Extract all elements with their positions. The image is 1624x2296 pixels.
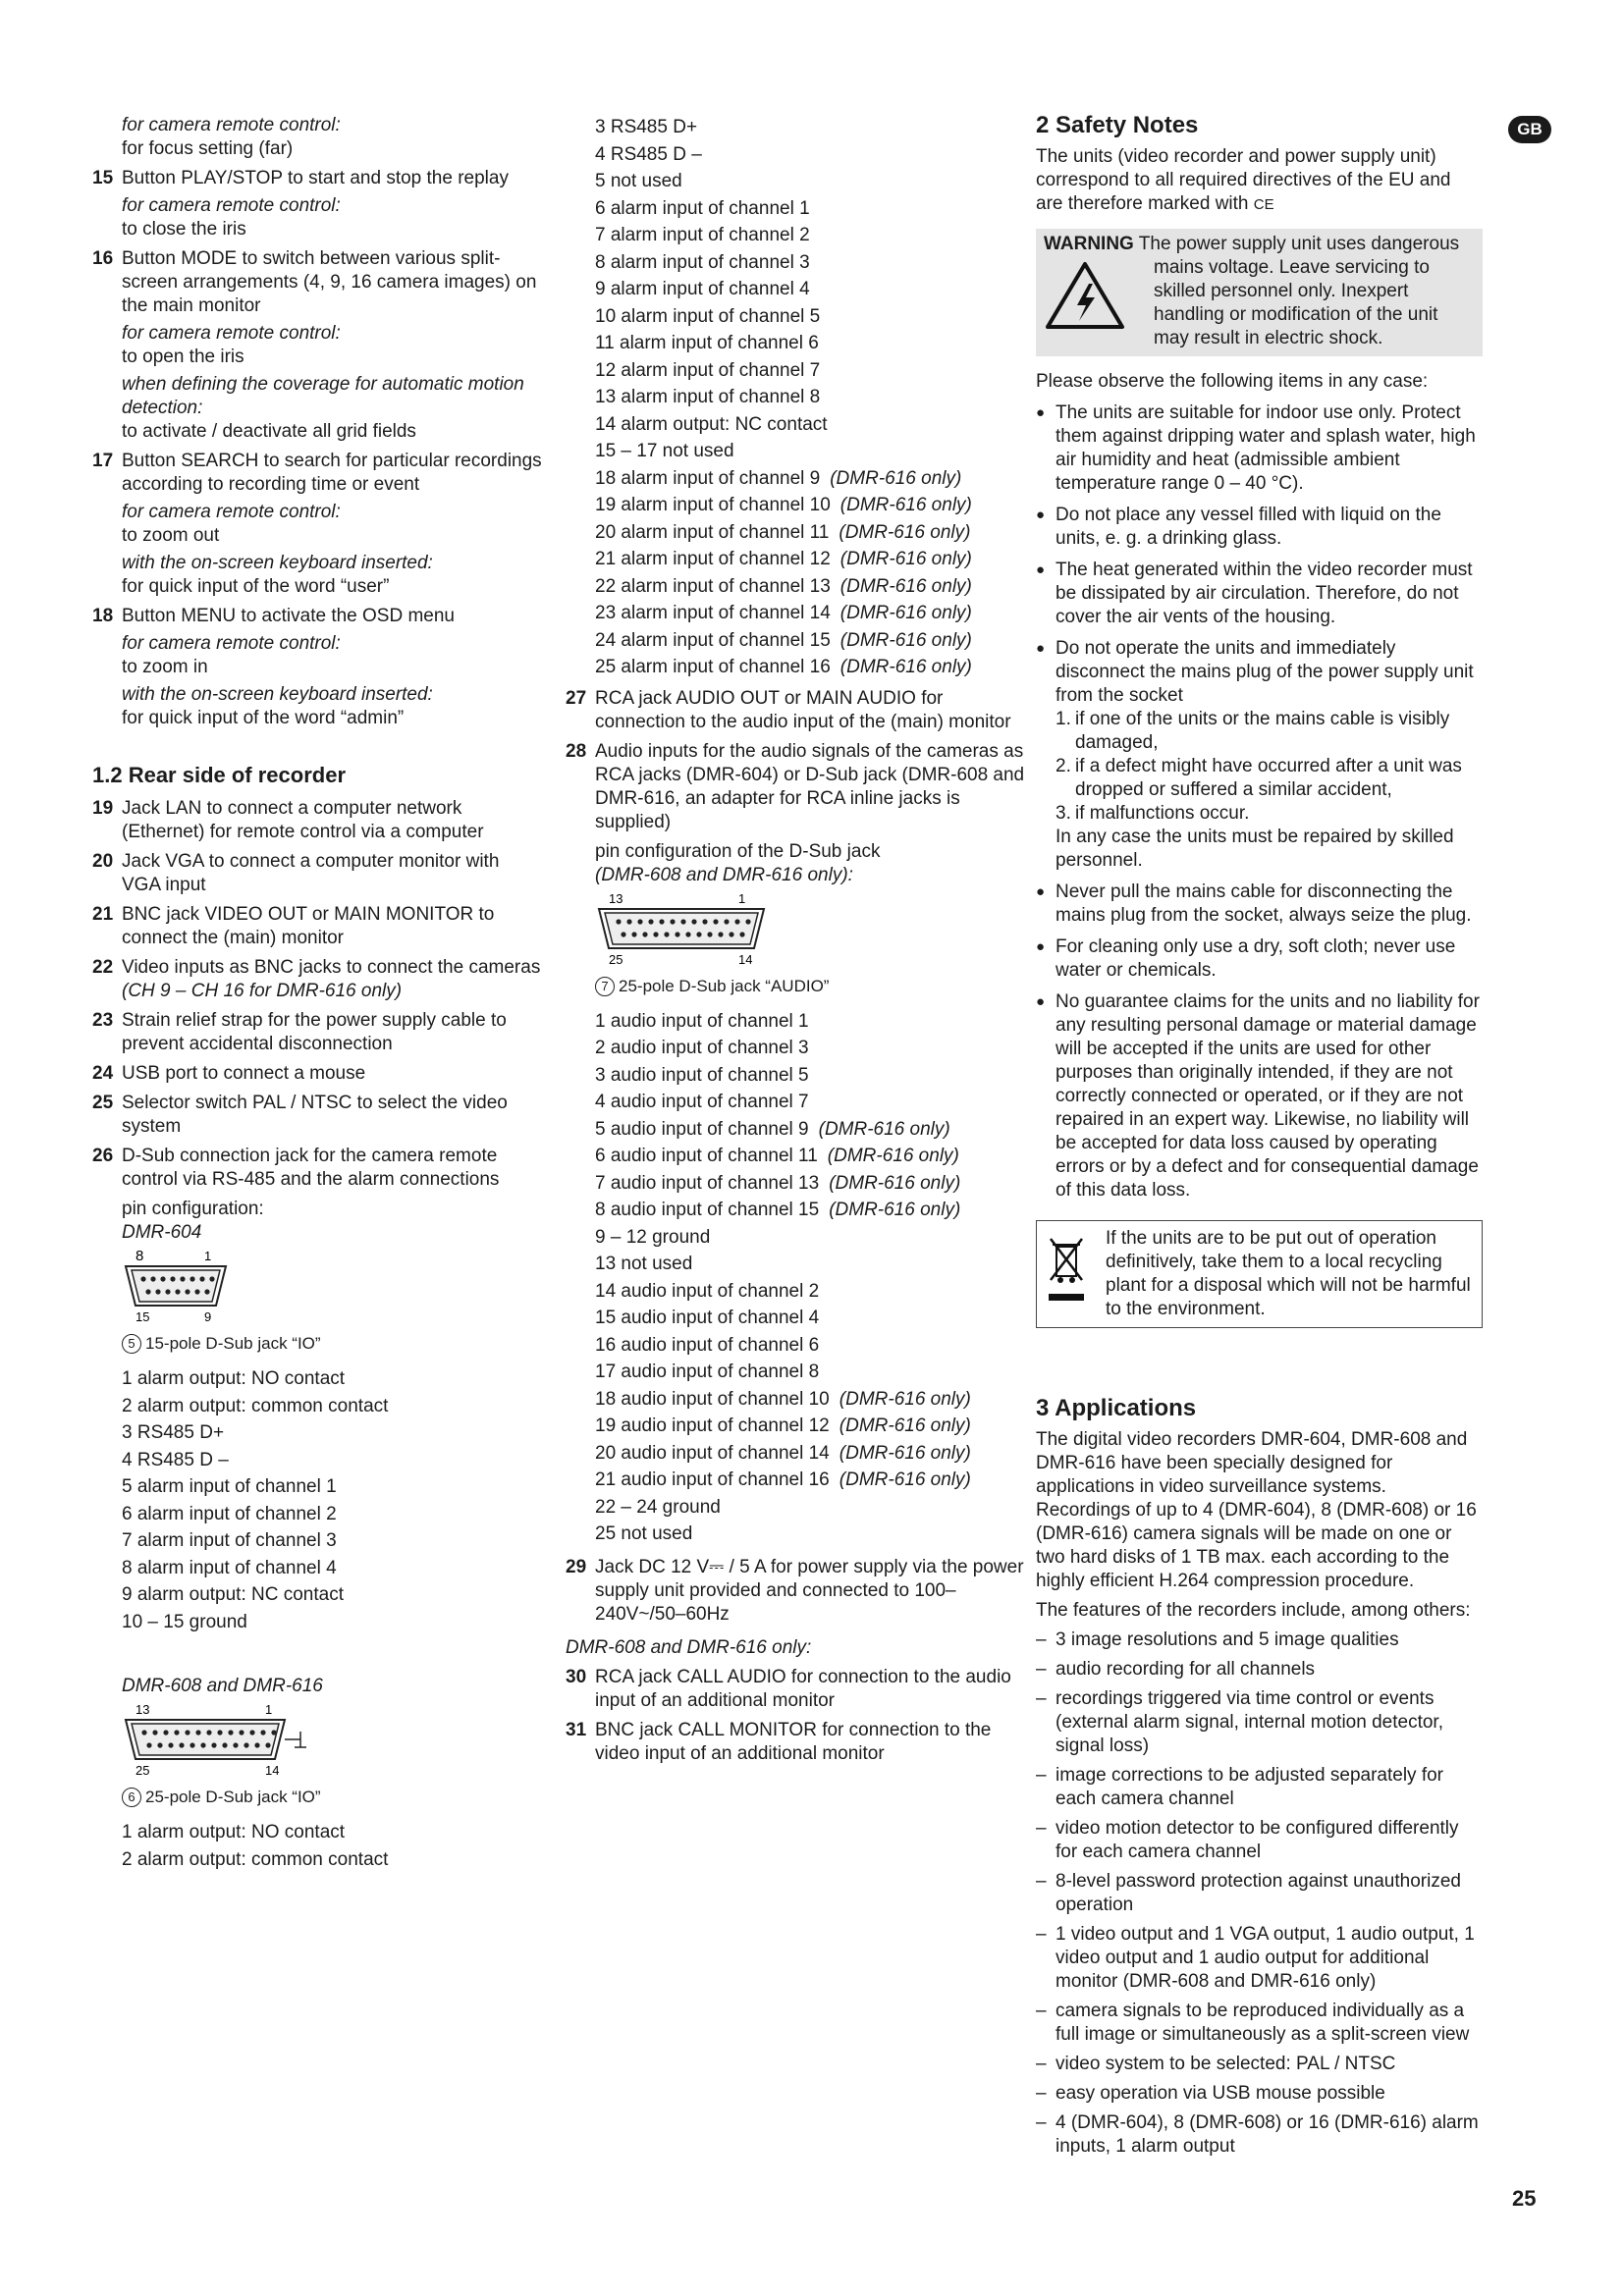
feature-item: – 8-level password protection against unauthorized operation bbox=[1036, 1870, 1483, 1917]
dmr608-label: DMR-608 and DMR-616 bbox=[122, 1676, 323, 1696]
pin-text: 19 alarm input of channel 10 bbox=[595, 495, 831, 515]
pin-row bbox=[595, 1035, 1027, 1062]
pin-row: 1 alarm output: NO contact bbox=[122, 1822, 346, 1842]
pin-text: 6 alarm input of channel 1 bbox=[595, 197, 810, 219]
item-note: (CH 9 – CH 16 for DMR-616 only) bbox=[122, 981, 403, 1001]
item-text: Jack DC 12 V⎓ / 5 A for power supply via the power supply unit provided and connected to 100–240V~/50–60Hz bbox=[595, 1556, 1024, 1625]
pin-row bbox=[595, 1494, 1027, 1522]
pin-text: 22 alarm input of channel 13 bbox=[595, 575, 831, 597]
pin-row bbox=[595, 384, 1027, 411]
pin-row bbox=[595, 1521, 1027, 1548]
list-item-20 bbox=[92, 850, 542, 897]
recycling-box bbox=[1036, 1220, 1483, 1328]
bullet-item: ● The units are suitable for indoor use only. Protect them against dripping water and splash water, high air humidity and heat (admissible ambient temperature range 0 – 40 °C). bbox=[1036, 401, 1483, 496]
pin-label-tl: 13 bbox=[609, 890, 623, 906]
item-number: 29 bbox=[566, 1556, 587, 1577]
connector-caption bbox=[122, 1786, 542, 1809]
pin-note: (DMR-616 only) bbox=[839, 1415, 971, 1436]
pin-text: 5 not used bbox=[595, 171, 682, 191]
pin-row bbox=[595, 1278, 1027, 1306]
numbered-item bbox=[1056, 802, 1483, 826]
item-text: Button MENU to activate the OSD menu bbox=[122, 606, 455, 626]
dsub-15-connector bbox=[122, 1249, 542, 1332]
pin-text: 3 audio input of channel 5 bbox=[595, 1064, 809, 1086]
pin-row bbox=[595, 114, 1027, 141]
feature-item: – 1 video output and 1 VGA output, 1 audio output, 1 video output and 1 audio output for additional monitor (DMR-608 and DMR-616 only) bbox=[1036, 1923, 1483, 1994]
pin-row bbox=[595, 330, 1027, 357]
pin-text: 13 not used bbox=[595, 1254, 693, 1274]
caption-text: 15-pole D-Sub jack “IO” bbox=[145, 1334, 321, 1353]
pin-row bbox=[595, 438, 1027, 465]
pin-row bbox=[595, 141, 1027, 169]
circled-number: 6 bbox=[122, 1788, 141, 1807]
bullet-item: ● For cleaning only use a dry, soft cloth; never use water or chemicals. bbox=[1036, 935, 1483, 983]
pin-row bbox=[595, 1008, 1027, 1036]
pin-note: (DMR-616 only) bbox=[839, 629, 972, 651]
item-number: 31 bbox=[566, 1719, 587, 1740]
item-text: RCA jack CALL AUDIO for connection to the audio input of an additional monitor bbox=[595, 1666, 1011, 1711]
crossed-bin-icon bbox=[1047, 1235, 1086, 1308]
subnote-text: to zoom in bbox=[122, 657, 208, 677]
pin-text: 13 alarm input of channel 8 bbox=[595, 387, 821, 407]
numbered-marker: 1. bbox=[1056, 709, 1071, 729]
item-number: 19 bbox=[92, 798, 114, 819]
subnote-text: to activate / deactivate all grid fields bbox=[122, 421, 416, 442]
rear-items-list bbox=[92, 797, 542, 1192]
pin-row: 5 alarm input of channel 1 bbox=[122, 1476, 337, 1497]
pin-text: 22 – 24 ground bbox=[595, 1496, 721, 1518]
pin-label-br: 14 bbox=[265, 1763, 280, 1778]
bullet-item: ● Never pull the mains cable for disconnecting the mains plug from the socket, always seize the plug. bbox=[1036, 881, 1483, 928]
pin-row bbox=[595, 492, 1027, 519]
list-item-22 bbox=[92, 956, 542, 1003]
safety-bullets bbox=[1036, 401, 1483, 708]
section-heading-rear: 1.2 Rear side of recorder bbox=[92, 763, 347, 787]
pin-text: 12 alarm input of channel 7 bbox=[595, 359, 821, 381]
pin-label-tr: 1 bbox=[738, 890, 746, 906]
pin-label-tl: 13 bbox=[135, 1702, 150, 1717]
warning-body: The power supply unit uses dangerous mains voltage. Leave servicing to skilled personnel only. Inexpert handling or modification of the unit may result in electric shock. bbox=[1138, 234, 1460, 348]
front-items-list bbox=[92, 167, 542, 730]
item-number: 21 bbox=[92, 904, 114, 925]
applications-heading: 3 Applications bbox=[1036, 1395, 1197, 1421]
pin-row bbox=[595, 627, 1027, 655]
pin-text: 25 not used bbox=[595, 1523, 693, 1544]
pin-text: 5 audio input of channel 9 bbox=[595, 1118, 809, 1140]
pin-text: 21 audio input of channel 16 bbox=[595, 1469, 830, 1490]
pin-row bbox=[595, 276, 1027, 303]
list-item-19 bbox=[92, 797, 542, 844]
pin-label-br: 9 bbox=[204, 1309, 212, 1324]
pin-row: 3 RS485 D+ bbox=[122, 1422, 225, 1443]
remote-control-label: for camera remote control: bbox=[122, 115, 341, 135]
recycling-text: If the units are to be put out of operation definitively, take them to a local recycling plant for a disposal which will not be harmful to the environment. bbox=[1106, 1228, 1471, 1319]
pin-row: 2 alarm output: common contact bbox=[122, 1395, 389, 1416]
item-number: 25 bbox=[92, 1093, 114, 1113]
list-item-26 bbox=[92, 1145, 542, 1192]
numbered-conditions bbox=[1036, 708, 1483, 826]
pin-text: 14 alarm output: NC contact bbox=[595, 413, 828, 435]
bullet-item: ● No guarantee claims for the units and no liability for any resulting personal damage or material damage will be accepted if the units are used for other purposes than originally intended, if they are not correctly connected or operated, or if they are not repaired in an expert way. Likewise, no liability will be accepted for data loss caused by operating errors or by a defect and for consequential damage of this data loss. bbox=[1036, 990, 1483, 1202]
pin-row bbox=[595, 411, 1027, 439]
item-text: RCA jack AUDIO OUT or MAIN AUDIO for connection to the audio input of the (main) monitor bbox=[595, 687, 1011, 732]
list-item-31 bbox=[566, 1719, 1027, 1766]
pin-text: 11 alarm input of channel 6 bbox=[595, 333, 819, 353]
subnote-text: for quick input of the word “admin” bbox=[122, 708, 405, 728]
list-item-28 bbox=[566, 740, 1027, 834]
pin-row bbox=[595, 519, 1027, 547]
pin-row: 8 alarm input of channel 4 bbox=[122, 1557, 337, 1578]
pin-row bbox=[595, 195, 1027, 223]
pin-row bbox=[595, 546, 1027, 573]
pin-label-bl: 15 bbox=[135, 1309, 150, 1324]
bullet-item: ● The heat generated within the video recorder must be dissipated by air circulation. Therefore, do not cover the air vents of the housing. bbox=[1036, 559, 1483, 629]
pin-note: (DMR-616 only) bbox=[839, 657, 972, 677]
pin-text: 18 audio input of channel 10 bbox=[595, 1388, 830, 1410]
pin-text: 20 alarm input of channel 11 bbox=[595, 521, 830, 543]
list-item-24 bbox=[92, 1062, 542, 1086]
pin-note: (DMR-616 only) bbox=[830, 467, 962, 489]
pin-row bbox=[595, 1359, 1027, 1386]
dsub-25-connector-icon bbox=[122, 1702, 308, 1779]
pin-row: 7 alarm input of channel 3 bbox=[122, 1530, 337, 1551]
pin-row bbox=[595, 1062, 1027, 1090]
pin-note: (DMR-616 only) bbox=[829, 1172, 961, 1194]
list-item-21 bbox=[92, 903, 542, 950]
pin-text: 7 alarm input of channel 2 bbox=[595, 225, 810, 245]
item-text: Jack LAN to connect a computer network (Ethernet) for remote control via a computer bbox=[122, 798, 484, 842]
pin-row bbox=[595, 1467, 1027, 1494]
feature-item: – image corrections to be adjusted separately for each camera channel bbox=[1036, 1764, 1483, 1811]
dsub-25-connector-io bbox=[122, 1702, 542, 1786]
pin-label-br: 14 bbox=[738, 951, 753, 967]
feature-item: – video system to be selected: PAL / NTSC bbox=[1036, 2053, 1483, 2076]
item-subnote bbox=[92, 194, 542, 241]
subnote-label: for camera remote control: bbox=[122, 195, 341, 216]
pin-row: 10 – 15 ground bbox=[122, 1611, 247, 1632]
numbered-marker: 3. bbox=[1056, 803, 1071, 824]
feature-item: – 4 (DMR-604), 8 (DMR-608) or 16 (DMR-616) alarm inputs, 1 alarm output bbox=[1036, 2111, 1483, 2159]
pin-label-tl: 8 bbox=[135, 1249, 144, 1264]
pin-row bbox=[595, 1332, 1027, 1360]
item-subnote bbox=[92, 632, 542, 679]
pin-row bbox=[595, 1305, 1027, 1332]
pin-row bbox=[595, 600, 1027, 627]
dsub-25-audio-icon bbox=[595, 891, 772, 968]
pin-text: 1 audio input of channel 1 bbox=[595, 1010, 809, 1032]
pin-row bbox=[595, 1413, 1027, 1440]
connector-caption bbox=[122, 1332, 542, 1356]
pin-note: (DMR-616 only) bbox=[839, 1469, 971, 1490]
column-2 bbox=[566, 114, 1027, 1766]
column-3 bbox=[1036, 114, 1483, 2159]
pin-note: (DMR-616 only) bbox=[839, 495, 972, 515]
item-subnote bbox=[92, 552, 542, 599]
dmr-only-label: DMR-608 and DMR-616 only: bbox=[566, 1636, 812, 1658]
pin-note: (DMR-616 only) bbox=[839, 549, 972, 569]
list-item-27 bbox=[566, 687, 1027, 734]
repair-note: In any case the units must be repaired by skilled personnel. bbox=[1056, 827, 1454, 871]
dsub-15-connector-icon bbox=[122, 1249, 230, 1325]
pin-text: 25 alarm input of channel 16 bbox=[595, 657, 831, 677]
list-item-25 bbox=[92, 1092, 542, 1139]
item-number: 15 bbox=[92, 168, 114, 188]
warning-box bbox=[1036, 229, 1483, 356]
feature-item: – recordings triggered via time control or events (external alarm signal, internal motion detector, signal loss) bbox=[1036, 1687, 1483, 1758]
pin-text: 8 alarm input of channel 3 bbox=[595, 251, 810, 273]
pin-row bbox=[595, 1089, 1027, 1116]
pin-text: 19 audio input of channel 12 bbox=[595, 1415, 830, 1436]
pin-row bbox=[595, 1116, 1027, 1144]
pin-row: 6 alarm input of channel 2 bbox=[122, 1503, 337, 1524]
pin-label-tr: 1 bbox=[204, 1249, 212, 1263]
circled-number: 7 bbox=[595, 977, 615, 996]
numbered-item bbox=[1056, 708, 1483, 755]
subnote-label: when defining the coverage for automatic motion detection: bbox=[122, 374, 524, 418]
pin-note: (DMR-616 only) bbox=[829, 1200, 961, 1220]
pin-text: 9 alarm input of channel 4 bbox=[595, 279, 810, 299]
pin-row bbox=[595, 1440, 1027, 1468]
pin-row bbox=[595, 222, 1027, 249]
pin-note: (DMR-616 only) bbox=[827, 1146, 959, 1166]
pin-label-bl: 25 bbox=[609, 951, 623, 967]
pin-row: 1 alarm output: NO contact bbox=[122, 1368, 346, 1389]
item-text: BNC jack VIDEO OUT or MAIN MONITOR to connect the (main) monitor bbox=[122, 904, 495, 948]
page-number: 25 bbox=[1512, 2186, 1537, 2211]
pin-row: 9 alarm output: NC contact bbox=[122, 1584, 344, 1605]
pin-row bbox=[595, 573, 1027, 601]
circled-number: 5 bbox=[122, 1334, 141, 1354]
warning-triangle-icon bbox=[1044, 260, 1126, 331]
pin-text: 8 audio input of channel 15 bbox=[595, 1200, 820, 1220]
pin-list-io-continued bbox=[566, 114, 1027, 681]
item-text: BNC jack CALL MONITOR for connection to the video input of an additional monitor bbox=[595, 1719, 992, 1764]
feature-item: – audio recording for all channels bbox=[1036, 1658, 1483, 1682]
subnote-label: for camera remote control: bbox=[122, 323, 341, 344]
caption-text: 25-pole D-Sub jack “IO” bbox=[145, 1788, 321, 1806]
list-item-17 bbox=[92, 450, 542, 497]
numbered-text: if a defect might have occurred after a unit was dropped or suffered a similar accident, bbox=[1075, 756, 1462, 800]
pin-label-tr: 1 bbox=[265, 1702, 273, 1717]
item-subnote bbox=[92, 322, 542, 369]
pin-note: (DMR-616 only) bbox=[839, 575, 972, 597]
pin-row: 2 alarm output: common contact bbox=[122, 1848, 389, 1870]
item-text: Strain relief strap for the power supply cable to prevent accidental disconnection bbox=[122, 1010, 507, 1054]
language-badge: GB bbox=[1508, 116, 1551, 143]
item-text: Button SEARCH to search for particular recordings according to recording time or event bbox=[122, 451, 542, 495]
numbered-text: if malfunctions occur. bbox=[1075, 803, 1250, 824]
column-1 bbox=[92, 114, 542, 1873]
subnote-label: with the on-screen keyboard inserted: bbox=[122, 684, 433, 705]
item-text: Button MODE to switch between various split-screen arrangements (4, 9, 16 camera images) on the main monitor bbox=[122, 248, 537, 316]
feature-item: – easy operation via USB mouse possible bbox=[1036, 2082, 1483, 2106]
pin-text: 9 – 12 ground bbox=[595, 1226, 711, 1248]
pin-config-label: pin configuration: bbox=[122, 1199, 264, 1219]
safety-bullets-2 bbox=[1036, 881, 1483, 1202]
pin-text: 17 audio input of channel 8 bbox=[595, 1362, 820, 1382]
features-list bbox=[1036, 1629, 1483, 2159]
item-text: Audio inputs for the audio signals of the cameras as RCA jacks (DMR-604) or D-Sub jack (DMR-608 and DMR-616, an adapter for RCA inline jacks is supplied) bbox=[595, 740, 1025, 832]
feature-item: – camera signals to be reproduced individually as a full image or simultaneously as a split-screen view bbox=[1036, 2000, 1483, 2047]
pin-list-audio bbox=[566, 1008, 1027, 1548]
features-intro: The features of the recorders include, among others: bbox=[1036, 1600, 1471, 1621]
item-text: Jack VGA to connect a computer monitor with VGA input bbox=[122, 851, 500, 895]
safety-notes-heading: 2 Safety Notes bbox=[1036, 112, 1199, 138]
item-number: 27 bbox=[566, 687, 587, 709]
pin-note: (DMR-616 only) bbox=[839, 521, 971, 543]
connector-caption bbox=[595, 975, 1027, 998]
subnote-text: to zoom out bbox=[122, 525, 220, 546]
pin-row bbox=[595, 303, 1027, 331]
item-subnote bbox=[92, 501, 542, 548]
pin-row bbox=[595, 1224, 1027, 1252]
pin-text: 23 alarm input of channel 14 bbox=[595, 603, 831, 623]
safety-intro bbox=[1036, 145, 1483, 217]
pin-note: (DMR-616 only) bbox=[839, 1442, 971, 1464]
numbered-text: if one of the units or the mains cable is visibly damaged, bbox=[1075, 709, 1450, 753]
pin-note: (DMR-616 only) bbox=[839, 1388, 971, 1410]
item-text: USB port to connect a mouse bbox=[122, 1063, 366, 1084]
pin-row bbox=[595, 357, 1027, 385]
item-number: 30 bbox=[566, 1666, 587, 1687]
item-text: D-Sub connection jack for the camera remote control via RS-485 and the alarm connections bbox=[122, 1146, 500, 1190]
item-number: 26 bbox=[92, 1146, 114, 1166]
pin-note: (DMR-616 only) bbox=[839, 603, 972, 623]
numbered-marker: 2. bbox=[1056, 756, 1071, 776]
pin-row bbox=[595, 168, 1027, 195]
warning-label: WARNING bbox=[1044, 234, 1134, 254]
item-number: 18 bbox=[92, 606, 114, 626]
pin-row bbox=[595, 654, 1027, 681]
subnote-text: to open the iris bbox=[122, 347, 244, 367]
item-number: 20 bbox=[92, 851, 114, 872]
item-text: Video inputs as BNC jacks to connect the cameras bbox=[122, 957, 541, 978]
list-item-30 bbox=[566, 1666, 1027, 1713]
feature-item: – video motion detector to be configured differently for each camera channel bbox=[1036, 1817, 1483, 1864]
pin-row bbox=[595, 1251, 1027, 1278]
dsub-25-connector-audio bbox=[595, 891, 1027, 975]
pin-text: 10 alarm input of channel 5 bbox=[595, 305, 821, 327]
subnote-label: for camera remote control: bbox=[122, 502, 341, 522]
pin-row bbox=[595, 1170, 1027, 1198]
numbered-item bbox=[1056, 755, 1483, 802]
pin-list-608 bbox=[92, 1819, 542, 1873]
bullet-item: ● Do not operate the units and immediately disconnect the mains plug of the power supply unit from the socket bbox=[1036, 637, 1483, 708]
caption-text: 25-pole D-Sub jack “AUDIO” bbox=[619, 976, 830, 995]
feature-item: – 3 image resolutions and 5 image qualities bbox=[1036, 1629, 1483, 1652]
pin-text: 3 RS485 D+ bbox=[595, 117, 698, 137]
item-number: 17 bbox=[92, 451, 114, 471]
item-text: Selector switch PAL / NTSC to select the video system bbox=[122, 1093, 508, 1137]
list-item-16 bbox=[92, 247, 542, 318]
list-item-15 bbox=[92, 167, 542, 190]
pin-row bbox=[595, 1197, 1027, 1224]
applications-intro: The digital video recorders DMR-604, DMR-608 and DMR-616 have been specially designed for applications in video surveillance systems. Recordings of up to 4 (DMR-604), 8 (DMR-608) or 16 (DMR-616) camera signals will be made on one or two hard disks of 1 TB max. each according to the highly efficient H.264 compression procedure. bbox=[1036, 1429, 1477, 1591]
subnote-label: with the on-screen keyboard inserted: bbox=[122, 553, 433, 573]
pin-note: (DMR-616 only) bbox=[818, 1118, 950, 1140]
pin-text: 16 audio input of channel 6 bbox=[595, 1334, 820, 1356]
ce-mark: CE bbox=[1253, 196, 1274, 213]
pin-text: 14 audio input of channel 2 bbox=[595, 1280, 820, 1302]
pin-text: 2 audio input of channel 3 bbox=[595, 1038, 809, 1058]
pin-text: 6 audio input of channel 11 bbox=[595, 1146, 818, 1166]
subnote-label: for camera remote control: bbox=[122, 633, 341, 654]
item-text: Button PLAY/STOP to start and stop the replay bbox=[122, 168, 509, 188]
pin-row bbox=[595, 249, 1027, 277]
pin-text: 15 – 17 not used bbox=[595, 441, 734, 461]
subnote-text: for quick input of the word “user” bbox=[122, 576, 390, 597]
pin-list-604 bbox=[92, 1365, 542, 1635]
observe-text: Please observe the following items in any case: bbox=[1036, 371, 1429, 392]
list-item-29 bbox=[566, 1556, 1027, 1627]
item-number: 23 bbox=[92, 1010, 114, 1031]
pin-row bbox=[595, 465, 1027, 493]
pin-text: 18 alarm input of channel 9 bbox=[595, 467, 821, 489]
pin-text: 20 audio input of channel 14 bbox=[595, 1442, 830, 1464]
list-item-23 bbox=[92, 1009, 542, 1056]
pin-text: 7 audio input of channel 13 bbox=[595, 1172, 820, 1194]
pin-row bbox=[595, 1143, 1027, 1170]
pin-text: 21 alarm input of channel 12 bbox=[595, 549, 831, 569]
pin-row bbox=[595, 1386, 1027, 1414]
bullet-item: ● Do not place any vessel filled with liquid on the units, e. g. a drinking glass. bbox=[1036, 504, 1483, 551]
item-number: 28 bbox=[566, 740, 587, 762]
pin-text: 4 audio input of channel 7 bbox=[595, 1092, 809, 1112]
pin-text: 24 alarm input of channel 15 bbox=[595, 629, 831, 651]
safety-intro-text: The units (video recorder and power supply unit) correspond to all required directives of the EU and are therefore marked with bbox=[1036, 146, 1451, 214]
item-subnote bbox=[92, 373, 542, 444]
remote-control-text: for focus setting (far) bbox=[122, 138, 294, 159]
list-item-18 bbox=[92, 605, 542, 628]
pin-config-label: pin configuration of the D-Sub jack bbox=[595, 840, 881, 862]
pin-label-bl: 25 bbox=[135, 1763, 150, 1778]
item-number: 16 bbox=[92, 248, 114, 269]
pin-row: 4 RS485 D – bbox=[122, 1449, 229, 1470]
subnote-text: to close the iris bbox=[122, 219, 246, 240]
item-number: 24 bbox=[92, 1063, 114, 1084]
dmr604-label: DMR-604 bbox=[122, 1222, 202, 1243]
pin-text: 4 RS485 D – bbox=[595, 143, 702, 165]
pin-text: 15 audio input of channel 4 bbox=[595, 1308, 820, 1328]
item-subnote bbox=[92, 683, 542, 730]
item-number: 22 bbox=[92, 957, 114, 978]
pin-config-note: (DMR-608 and DMR-616 only): bbox=[595, 864, 853, 885]
